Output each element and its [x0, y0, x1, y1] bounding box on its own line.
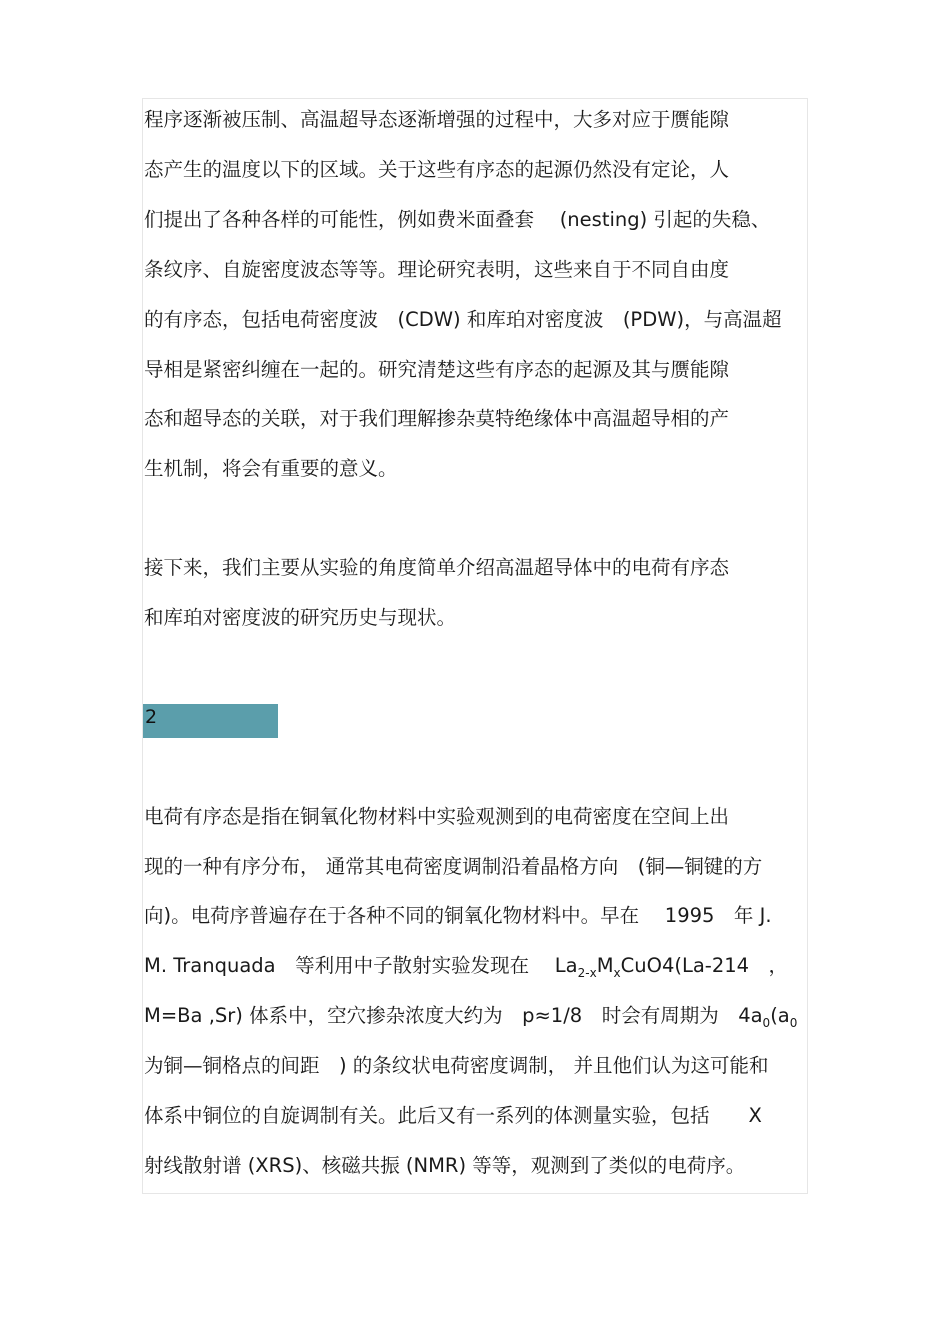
- paragraph-line: 和库珀对密度波的研究历史与现状。: [144, 606, 457, 629]
- section-number: 2: [145, 706, 158, 728]
- subscript: x: [613, 966, 621, 980]
- subscript: 2-x: [577, 966, 597, 980]
- paragraph-line: 为铜—铜格点的间距 ) 的条纹状电荷密度调制， 并且他们认为这可能和: [144, 1054, 769, 1077]
- paragraph-line: [144, 954, 808, 978]
- paragraph-line: 电荷有序态是指在铜氧化物材料中实验观测到的电荷密度在空间上出: [144, 805, 730, 828]
- text-run: M. Tranquada 等利用中子散射实验发现在 La: [144, 954, 578, 977]
- paragraph-line: 生机制，将会有重要的意义。: [144, 457, 398, 480]
- paragraph-line: 接下来，我们主要从实验的角度简单介绍高温超导体中的电荷有序态: [144, 556, 730, 579]
- paragraph-line: 射线散射谱 (XRS)、核磁共振 (NMR) 等等，观测到了类似的电荷序。: [144, 1154, 746, 1177]
- paragraph-line: 条纹序、自旋密度波态等等。理论研究表明，这些来自于不同自由度: [144, 258, 730, 281]
- text-run: CuO4(La-214 ，: [620, 954, 789, 977]
- paragraph-line: 们提出了各种各样的可能性，例如费米面叠套 (nesting) 引起的失稳、: [144, 208, 771, 231]
- paragraph-line: 程序逐渐被压制、高温超导态逐渐增强的过程中，大多对应于赝能隙: [144, 108, 730, 131]
- subscript: 0: [762, 1016, 771, 1030]
- subscript: 0: [789, 1016, 798, 1030]
- paragraph-line: 体系中铜位的自旋调制有关。此后又有一系列的体测量实验，包括 X: [144, 1104, 762, 1127]
- paragraph-line: 导相是紧密纠缠在一起的。研究清楚这些有序态的起源及其与赝能隙: [144, 358, 730, 381]
- paragraph-line: 的有序态，包括电荷密度波 (CDW) 和库珀对密度波 (PDW)，与高温超: [144, 308, 782, 331]
- paragraph-line: 态和超导态的关联，对于我们理解掺杂莫特绝缘体中高温超导相的产: [144, 407, 730, 430]
- paragraph-line: 向)。电荷序普遍存在于各种不同的铜氧化物材料中。早在 1995 年 J.: [144, 904, 772, 927]
- section-heading: [143, 704, 278, 738]
- text-run: M=Ba ,Sr) 体系中，空穴掺杂浓度大约为 p≈1/8 时会有周期为 4a: [144, 1004, 763, 1027]
- paragraph-line: 现的一种有序分布， 通常其电荷密度调制沿着晶格方向 (铜—铜键的方: [144, 855, 763, 878]
- text-run: M: [596, 954, 614, 977]
- paragraph-line: 态产生的温度以下的区域。关于这些有序态的起源仍然没有定论，人: [144, 158, 730, 181]
- text-run: (a: [770, 1004, 790, 1027]
- paragraph-line: [144, 1004, 808, 1028]
